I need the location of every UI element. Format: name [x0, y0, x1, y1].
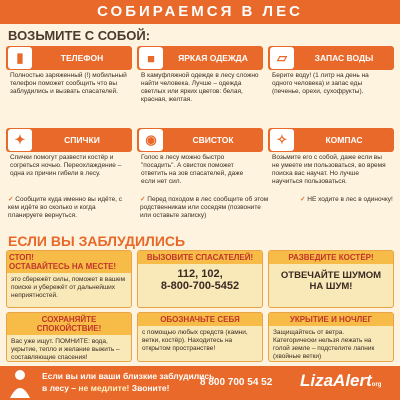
- card-stay-calm: СОХРАНЯЙТЕ СПОКОЙСТВИЕ! Вас уже ищут. ПОМНИТЕ: вода, укрытие, тепло и желание выжить – составляющие спасения!: [6, 312, 132, 362]
- bottle-icon: ▱: [270, 47, 294, 69]
- card-call-rescuers: ВЫЗОВИТЕ СПАСАТЕЛЕЙ! 112, 102, 8-800-700-5452: [137, 250, 263, 308]
- bullet-tell-relatives: ✓ Перед походом в лес сообщите об этом родственникам или соседям (позвоните или оставьте записку): [140, 196, 269, 219]
- whistle-icon: ◉: [139, 129, 163, 151]
- card-mark-yourself: ОБОЗНАЧЬТЕ СЕБЯ с помощью любых средств (камни, ветки, костёр). Находитесь на открытом пространстве!: [137, 312, 263, 362]
- bullet-icon: ✓: [300, 196, 308, 203]
- card-shelter: УКРЫТИЕ И НОЧЛЕГ Защищайтесь от ветра. Категорически нельзя лежать на голой земле – подстелите лапник (хвойные ветки): [268, 312, 394, 362]
- section-if-lost-title: ЕСЛИ ВЫ ЗАБЛУДИЛИСЬ: [8, 233, 186, 249]
- person-icon: [4, 368, 36, 398]
- item-whistle: ◉ СВИСТОК Голос в лесу можно быстро "посадить". А свисток поможет ответить на зов спасателей, даже если нет сил.: [137, 128, 263, 186]
- match-icon: ✦: [8, 129, 32, 151]
- bullet-icon: ✓: [8, 196, 16, 203]
- card-stop: СТОП! ОСТАВАЙТЕСЬ НА МЕСТЕ! это сбережёт силы, поможет в вашем поиске и убережёт от дальнейших неприятностей.: [6, 250, 132, 308]
- footer-phone: 8 800 700 54 52: [200, 377, 273, 388]
- item-water: ▱ ЗАПАС ВОДЫ Берите воду! (1 литр на день на одного человека) и запас еды (печенье, орехи, сухофрукты).: [268, 46, 394, 96]
- bullet-not-alone: ✓ НЕ ходите в лес в одиночку!: [300, 196, 393, 203]
- item-phone: ▮ ТЕЛЕФОН Полностью заряженный (!) мобильный телефон поможет сообщить что вы заблудились и вызвать спасателей.: [6, 46, 132, 96]
- shirt-icon: ■: [139, 47, 163, 69]
- item-matches: ✦ СПИЧКИ Спички помогут развести костёр и согреться ночью. Переохлаждение – одна из причин гибели в лесу.: [6, 128, 132, 178]
- item-bright-clothes: ■ ЯРКАЯ ОДЕЖДА В камуфляжной одежде в лесу сложно найти человека. Лучше – одежда светлых или ярких цветов: белая, красная, желтая.: [137, 46, 263, 104]
- section-take-with-title: ВОЗЬМИТЕ С СОБОЙ:: [8, 28, 151, 43]
- item-compass: ✧ КОМПАС Возьмите его с собой, даже если вы не умеете им пользоваться, во время поиска вас научат. Но лучше научиться пользоваться.: [268, 128, 394, 186]
- bullet-tell-where: ✓ Сообщите куда именно вы идёте, с кем идёте во сколько и когда планируете вернуться.: [8, 196, 123, 219]
- poster-title: СОБИРАЕМСЯ В ЛЕС: [0, 0, 400, 24]
- phone-icon: ▮: [8, 47, 32, 69]
- compass-icon: ✧: [270, 129, 294, 151]
- bullet-icon: ✓: [140, 196, 148, 203]
- footer-banner: Если вы или ваши близкие заблудились в лесу – не медлите! Звоните! 8 800 700 54 52 LizaAlertorg: [0, 366, 400, 400]
- card-make-fire: РАЗВЕДИТЕ КОСТЁР! ОТВЕЧАЙТЕ ШУМОМ НА ШУМ!: [268, 250, 394, 308]
- liza-alert-logo: LizaAlertorg: [300, 371, 382, 390]
